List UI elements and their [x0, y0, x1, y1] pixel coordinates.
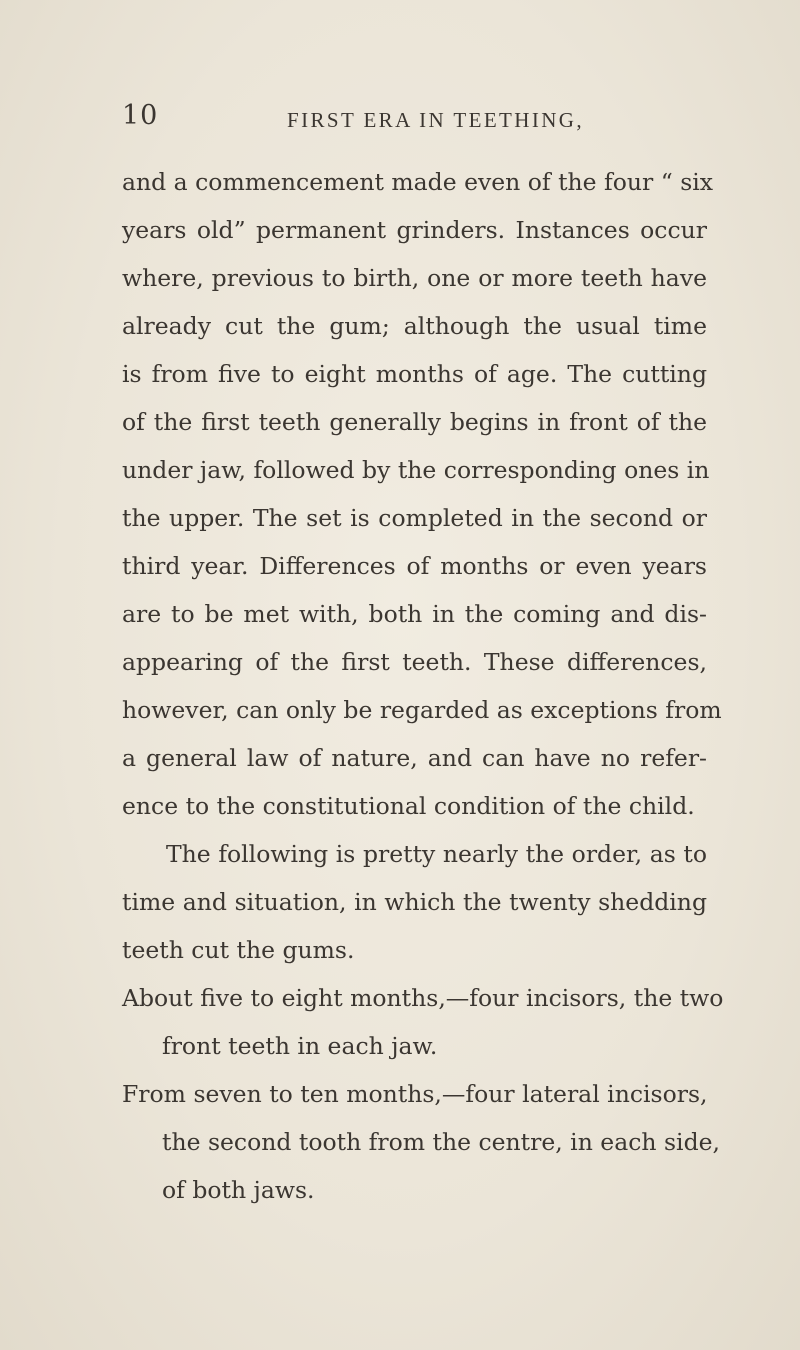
page-header: [0, 100, 800, 140]
text-line: where, previous to birth, one or more teeth have: [122, 264, 707, 292]
text-line: under jaw, followed by the corresponding ones in: [122, 456, 710, 484]
page-number: 10: [122, 100, 159, 131]
text-line: is from five to eight months of age. The cutting: [122, 360, 707, 388]
text-line: third year. Differences of months or even years: [122, 552, 707, 580]
text-line: time and situation, in which the twenty shedding: [122, 888, 707, 916]
text-line: are to be met with, both in the coming and dis-: [122, 600, 707, 628]
list-item-line: of both jaws.: [162, 1176, 315, 1204]
text-line: the upper. The set is completed in the second or: [122, 504, 707, 532]
list-item-line: From seven to ten months,—four lateral incisors,: [122, 1080, 708, 1108]
text-line: a general law of nature, and can have no refer-: [122, 744, 707, 772]
text-line: however, can only be regarded as exceptions from: [122, 696, 722, 724]
text-line: The following is pretty nearly the order, as to: [166, 840, 707, 868]
text-line: ence to the constitutional condition of the child.: [122, 792, 695, 820]
text-line: years old” permanent grinders. Instances occur: [122, 216, 707, 244]
text-line: already cut the gum; although the usual time: [122, 312, 707, 340]
running-head: FIRST ERA IN TEETHING,: [287, 108, 585, 132]
text-line: and a commencement made even of the four “ six: [122, 168, 714, 196]
list-item-line: About five to eight months,—four incisors, the two: [122, 984, 724, 1012]
list-item-line: the second tooth from the centre, in each side,: [162, 1128, 720, 1156]
text-line: teeth cut the gums.: [122, 936, 355, 964]
text-line: of the first teeth generally begins in front of the: [122, 408, 707, 436]
text-line: appearing of the first teeth. These differences,: [122, 648, 707, 676]
list-item-line: front teeth in each jaw.: [162, 1032, 438, 1060]
